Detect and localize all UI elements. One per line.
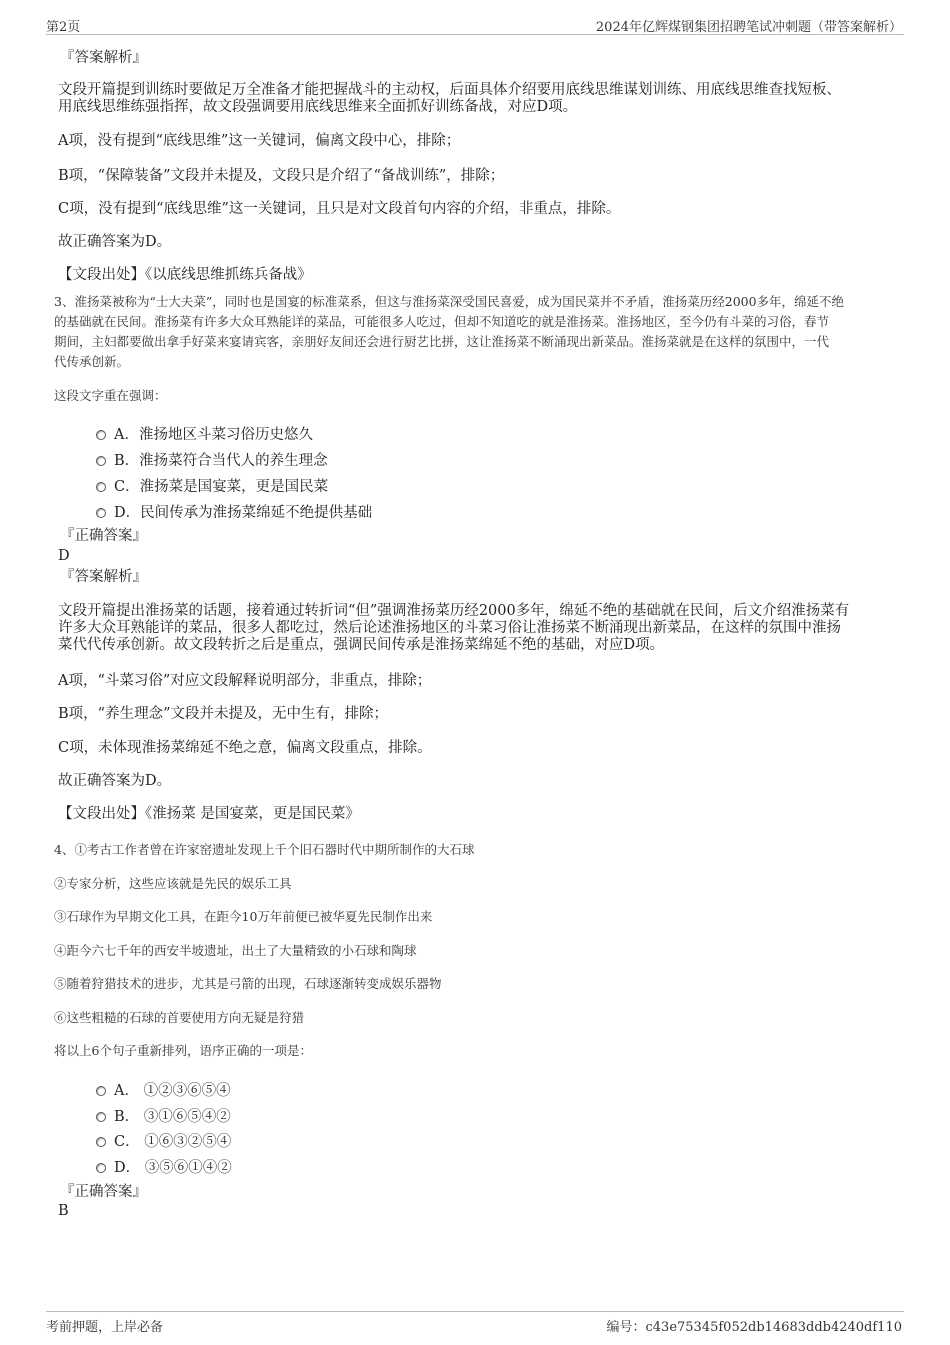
q3-stem-line: 3、淮扬菜被称为“士大夫菜”，同时也是国宴的标准菜系，但这与淮扬菜深受国民喜爱，成为国民菜并不矛盾，淮扬菜历经2000多年，绵延不绝 [54, 294, 845, 309]
q3-source: 【文段出处】《淮扬菜 是国宴菜，更是国民菜》 [58, 806, 360, 822]
q2-conclusion: 故正确答案为D。 [58, 234, 172, 250]
q3-exclusion-b: B项，“养生理念”文段并未提及，无中生有，排除； [58, 706, 388, 722]
q4-option-b[interactable]: B． ③①⑥⑤④② [96, 1105, 231, 1126]
radio-icon[interactable] [96, 1137, 106, 1147]
q3-conclusion: 故正确答案为D。 [58, 773, 172, 789]
radio-icon[interactable] [96, 1112, 106, 1122]
q3-option-d[interactable]: D．民间传承为淮扬菜绵延不绝提供基础 [96, 501, 372, 522]
document-title: 2024年亿辉煤钢集团招聘笔试冲刺题（带答案解析） [595, 20, 902, 35]
q2-exclusion-b: B项，“保障装备”文段并未提及，文段只是介绍了“备战训练”，排除； [58, 168, 505, 184]
radio-icon[interactable] [96, 1086, 106, 1096]
q3-analysis-line: 文段开篇提出淮扬菜的话题，接着通过转折词“但”强调淮扬菜历经2000多年，绵延不绝的基础就在民间，后文介绍淮扬菜有 [58, 603, 850, 619]
q3-prompt: 这段文字重在强调： [54, 388, 167, 403]
q3-answer-label: 『正确答案』 [60, 528, 147, 544]
q3-exclusion-c: C项，未体现淮扬菜绵延不绝之意，偏离文段重点，排除。 [58, 740, 432, 756]
document-code: 编号：c43e75345f052db14683ddb4240df110 [606, 1320, 902, 1335]
q4-sentence-6: ⑥这些粗糙的石球的首要使用方向无疑是狩猎 [54, 1010, 305, 1025]
footer-slogan: 考前押题，上岸必备 [46, 1320, 164, 1335]
page-number: 第2页 [46, 20, 81, 35]
q4-sentence-3: ③石球作为早期文化工具，在距今10万年前便已被华夏先民制作出来 [54, 909, 433, 924]
radio-icon[interactable] [96, 456, 106, 466]
q4-prompt: 将以上6个句子重新排列，语序正确的一项是： [54, 1043, 312, 1058]
q4-answer: B [58, 1203, 69, 1219]
q4-sentence-4: ④距今六七千年的西安半坡遗址，出土了大量精致的小石球和陶球 [54, 943, 417, 958]
q2-source: 【文段出处】《以底线思维抓练兵备战》 [58, 267, 312, 283]
q3-analysis-line: 菜代代传承创新。故文段转折之后是重点，强调民间传承是淮扬菜绵延不绝的基础，对应D项。 [58, 637, 665, 653]
q3-answer: D [58, 548, 70, 564]
q3-analysis-line: 许多大众耳熟能详的菜品，很多人都吃过，然后论述淮扬地区的斗菜习俗让淮扬菜不断涌现出新菜品，在这样的氛围中淮扬 [58, 620, 841, 636]
q4-option-d[interactable]: D． ③⑤⑥①④② [96, 1156, 232, 1177]
q3-stem-line: 的基础就在民间。淮扬菜有许多大众耳熟能详的菜品，可能很多人吃过，但却不知道吃的就是淮扬菜。淮扬地区，至今仍有斗菜的习俗，春节 [54, 314, 830, 329]
page-header [46, 14, 904, 35]
page-footer [46, 1311, 904, 1336]
q3-analysis-label: 『答案解析』 [60, 569, 147, 585]
q3-exclusion-a: A项，“斗菜习俗”对应文段解释说明部分，非重点，排除； [58, 673, 432, 689]
q2-analysis [58, 82, 898, 116]
q2-analysis-line: 用底线思维练强指挥，故文段强调要用底线思维来全面抓好训练备战，对应D项。 [58, 99, 578, 115]
radio-icon[interactable] [96, 482, 106, 492]
radio-icon[interactable] [96, 430, 106, 440]
q4-option-a[interactable]: A． ①②③⑥⑤④ [96, 1079, 231, 1100]
radio-icon[interactable] [96, 508, 106, 518]
q3-option-c[interactable]: C．淮扬菜是国宴菜，更是国民菜 [96, 475, 328, 496]
radio-icon[interactable] [96, 1163, 106, 1173]
q4-sentence-2: ②专家分析，这些应该就是先民的娱乐工具 [54, 876, 292, 891]
q4-sentence-5: ⑤随着狩猎技术的进步，尤其是弓箭的出现，石球逐渐转变成娱乐器物 [54, 976, 442, 991]
q3-analysis [58, 603, 898, 654]
q3-stem [54, 292, 904, 372]
q2-analysis-label: 『答案解析』 [60, 50, 147, 66]
q3-stem-line: 期间，主妇都要做出拿手好菜来宴请宾客，亲朋好友间还会进行厨艺比拼，这让淮扬菜不断涌现出新菜品。淮扬菜就是在这样的氛围中，一代 [54, 334, 830, 349]
q2-exclusion-a: A项，没有提到“底线思维”这一关键词，偏离文段中心，排除； [58, 133, 461, 149]
q3-option-b[interactable]: B．淮扬菜符合当代人的养生理念 [96, 449, 328, 470]
q3-option-a[interactable]: A．淮扬地区斗菜习俗历史悠久 [96, 423, 313, 444]
q3-stem-line: 代传承创新。 [54, 354, 130, 369]
q4-answer-label: 『正确答案』 [60, 1184, 147, 1200]
q4-sentence-1: 4、①考古工作者曾在许家窑遗址发现上千个旧石器时代中期所制作的大石球 [54, 842, 475, 857]
q2-exclusion-c: C项，没有提到“底线思维”这一关键词，且只是对文段首句内容的介绍，非重点，排除。 [58, 201, 621, 217]
q4-option-c[interactable]: C． ①⑥③②⑤④ [96, 1130, 231, 1151]
q2-analysis-line: 文段开篇提到训练时要做足万全准备才能把握战斗的主动权，后面具体介绍要用底线思维谋划训练、用底线思维查找短板、 [58, 82, 841, 98]
